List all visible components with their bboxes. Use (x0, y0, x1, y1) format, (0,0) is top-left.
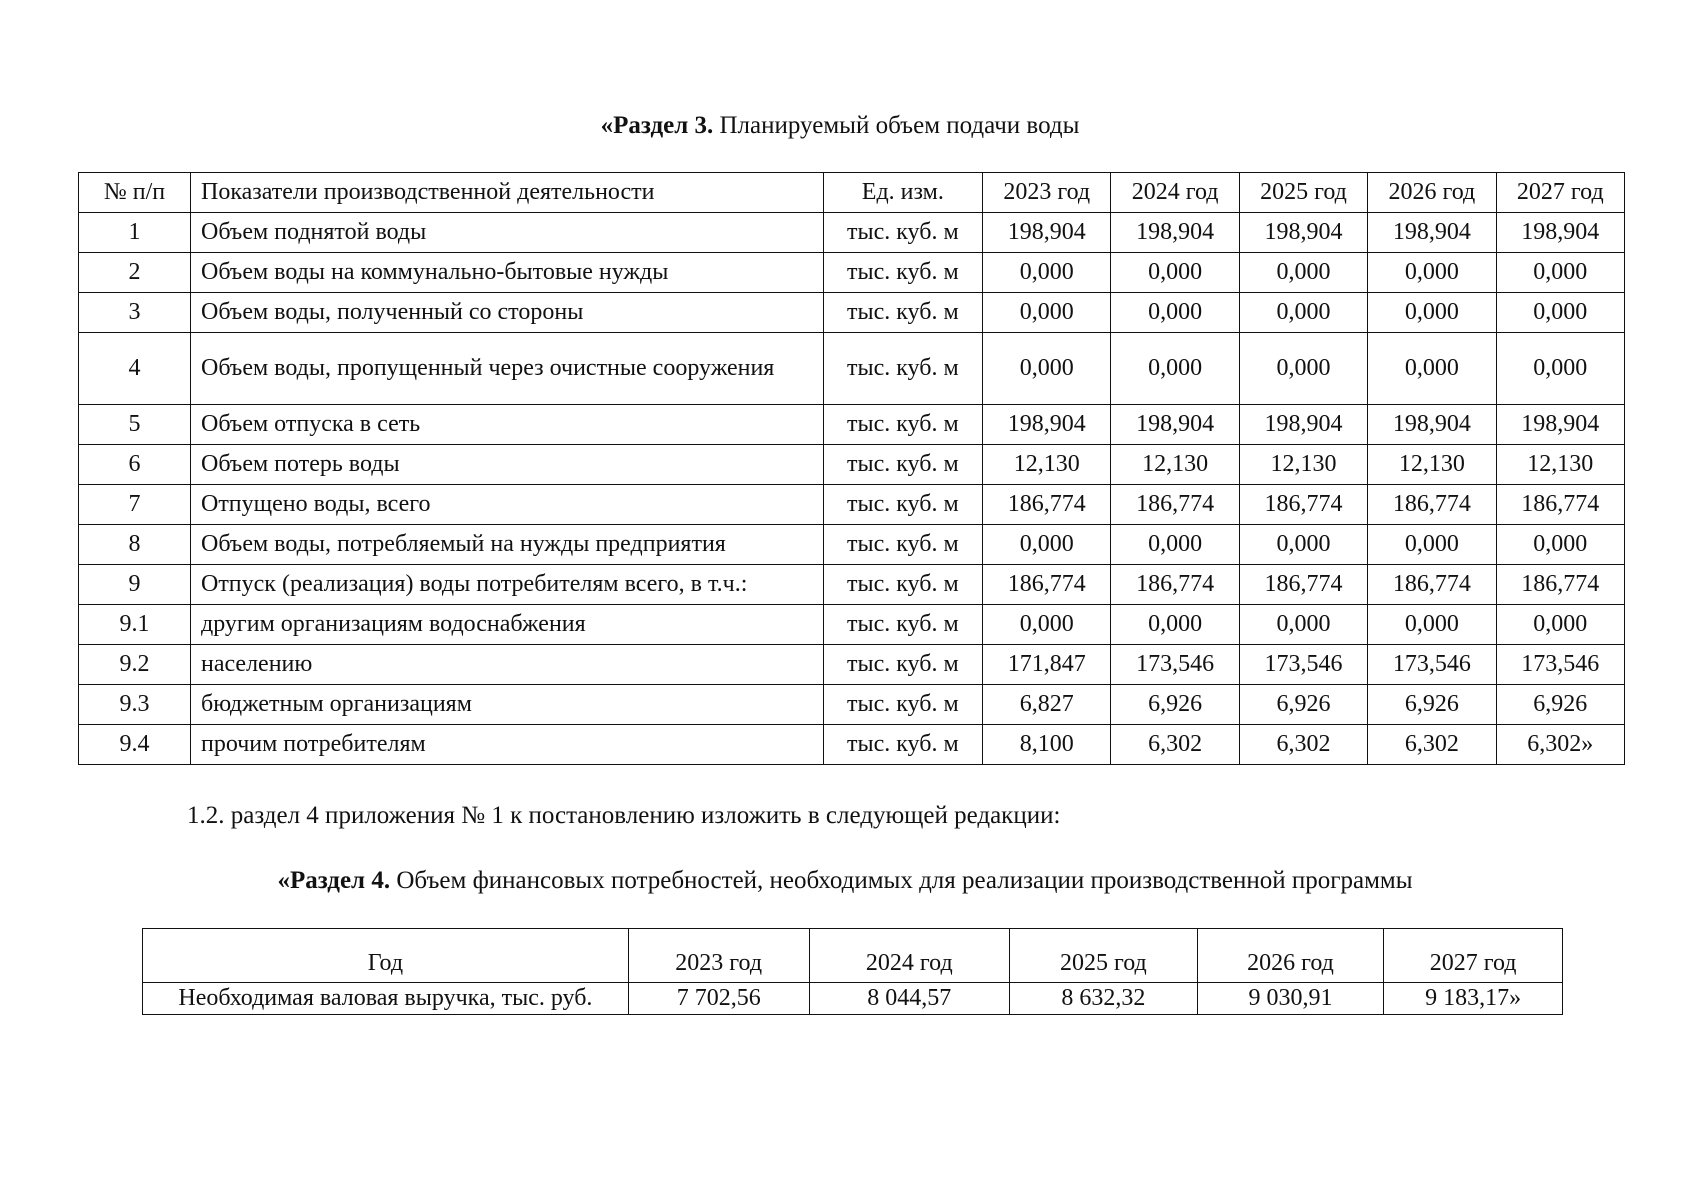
value-2027: 186,774 (1496, 565, 1624, 605)
row-indicator: Отпуск (реализация) воды потребителям всего, в т.ч.: (190, 565, 823, 605)
table-row (79, 525, 1625, 565)
row-unit: тыс. куб. м (823, 333, 983, 405)
value-2025: 198,904 (1239, 213, 1367, 253)
header-2026: 2026 год (1197, 929, 1384, 983)
table-row (79, 333, 1625, 405)
row-indicator: бюджетным организациям (190, 685, 823, 725)
value-2023: 8,100 (983, 725, 1111, 765)
row-unit: тыс. куб. м (823, 605, 983, 645)
row-indicator: прочим потребителям (190, 725, 823, 765)
row-unit: тыс. куб. м (823, 213, 983, 253)
value-2025: 8 632,32 (1010, 983, 1198, 1015)
header-2027: 2027 год (1496, 173, 1624, 213)
value-2026: 6,302 (1368, 725, 1496, 765)
row-indicator: Объем воды, потребляемый на нужды предприятия (190, 525, 823, 565)
value-2026: 9 030,91 (1197, 983, 1384, 1015)
row-number: 3 (79, 293, 191, 333)
header-2024: 2024 год (1111, 173, 1239, 213)
value-2027: 6,302» (1496, 725, 1624, 765)
row-number: 2 (79, 253, 191, 293)
header-2025: 2025 год (1239, 173, 1367, 213)
value-2025: 0,000 (1239, 605, 1367, 645)
row-number: 1 (79, 213, 191, 253)
table-row (79, 405, 1625, 445)
value-2023: 0,000 (983, 333, 1111, 405)
value-2023: 0,000 (983, 525, 1111, 565)
value-2024: 0,000 (1111, 253, 1239, 293)
value-2026: 0,000 (1368, 253, 1496, 293)
value-2027: 198,904 (1496, 405, 1624, 445)
row-number: 7 (79, 485, 191, 525)
table-row (79, 645, 1625, 685)
water-supply-table (78, 172, 1625, 765)
value-2027: 0,000 (1496, 525, 1624, 565)
row-number: 9.2 (79, 645, 191, 685)
row-indicator: Объем потерь воды (190, 445, 823, 485)
header-2024: 2024 год (809, 929, 1010, 983)
row-unit: тыс. куб. м (823, 485, 983, 525)
row-unit: тыс. куб. м (823, 405, 983, 445)
table-row (79, 605, 1625, 645)
row-unit: тыс. куб. м (823, 445, 983, 485)
row-number: 9 (79, 565, 191, 605)
table-row (143, 983, 1563, 1015)
row-number: 8 (79, 525, 191, 565)
value-2024: 186,774 (1111, 485, 1239, 525)
value-2027: 9 183,17» (1384, 983, 1563, 1015)
value-2026: 173,546 (1368, 645, 1496, 685)
value-2024: 6,302 (1111, 725, 1239, 765)
value-2023: 7 702,56 (628, 983, 809, 1015)
value-2027: 0,000 (1496, 333, 1624, 405)
header-unit: Ед. изм. (823, 173, 983, 213)
row-unit: тыс. куб. м (823, 253, 983, 293)
value-2023: 12,130 (983, 445, 1111, 485)
value-2023: 171,847 (983, 645, 1111, 685)
table-row (79, 485, 1625, 525)
value-2026: 198,904 (1368, 405, 1496, 445)
value-2026: 186,774 (1368, 565, 1496, 605)
table-header-row (143, 929, 1563, 983)
row-indicator: Объем отпуска в сеть (190, 405, 823, 445)
row-unit: тыс. куб. м (823, 685, 983, 725)
value-2027: 198,904 (1496, 213, 1624, 253)
water-supply-table-body (79, 213, 1625, 765)
value-2027: 0,000 (1496, 605, 1624, 645)
value-2024: 6,926 (1111, 685, 1239, 725)
header-2026: 2026 год (1368, 173, 1496, 213)
value-2027: 173,546 (1496, 645, 1624, 685)
row-number: 6 (79, 445, 191, 485)
row-number: 5 (79, 405, 191, 445)
row-unit: тыс. куб. м (823, 565, 983, 605)
value-2024: 0,000 (1111, 525, 1239, 565)
value-2023: 0,000 (983, 293, 1111, 333)
header-indicator: Показатели производственной деятельности (190, 173, 823, 213)
row-indicator: Отпущено воды, всего (190, 485, 823, 525)
row-indicator: населению (190, 645, 823, 685)
table-row (79, 445, 1625, 485)
value-2023: 186,774 (983, 485, 1111, 525)
row-unit: тыс. куб. м (823, 645, 983, 685)
header-year: Год (143, 929, 629, 983)
value-2024: 8 044,57 (809, 983, 1010, 1015)
row-unit: тыс. куб. м (823, 525, 983, 565)
table-row (79, 293, 1625, 333)
row-indicator: Объем воды на коммунально-бытовые нужды (190, 253, 823, 293)
value-2027: 186,774 (1496, 485, 1624, 525)
value-2024: 198,904 (1111, 213, 1239, 253)
value-2025: 173,546 (1239, 645, 1367, 685)
table-row (79, 565, 1625, 605)
value-2023: 198,904 (983, 405, 1111, 445)
value-2024: 0,000 (1111, 293, 1239, 333)
row-unit: тыс. куб. м (823, 293, 983, 333)
value-2025: 0,000 (1239, 333, 1367, 405)
value-2023: 198,904 (983, 213, 1111, 253)
row-label: Необходимая валовая выручка, тыс. руб. (143, 983, 629, 1015)
value-2027: 6,926 (1496, 685, 1624, 725)
header-2027: 2027 год (1384, 929, 1563, 983)
row-indicator: Объем воды, полученный со стороны (190, 293, 823, 333)
value-2026: 6,926 (1368, 685, 1496, 725)
value-2025: 6,926 (1239, 685, 1367, 725)
value-2027: 0,000 (1496, 253, 1624, 293)
table-header-row (79, 173, 1625, 213)
value-2024: 0,000 (1111, 605, 1239, 645)
table-row (79, 253, 1625, 293)
value-2026: 0,000 (1368, 525, 1496, 565)
row-indicator: другим организациям водоснабжения (190, 605, 823, 645)
financial-needs-table (142, 928, 1563, 1015)
row-number: 9.4 (79, 725, 191, 765)
value-2025: 0,000 (1239, 293, 1367, 333)
value-2023: 186,774 (983, 565, 1111, 605)
section4-title-text: Объем финансовых потребностей, необходимых для реализации производственной программы (390, 867, 1413, 894)
row-number: 4 (79, 333, 191, 405)
row-number: 9.3 (79, 685, 191, 725)
value-2025: 6,302 (1239, 725, 1367, 765)
value-2025: 12,130 (1239, 445, 1367, 485)
row-unit: тыс. куб. м (823, 725, 983, 765)
value-2025: 186,774 (1239, 565, 1367, 605)
value-2025: 198,904 (1239, 405, 1367, 445)
section3-title (0, 111, 1688, 141)
section3-title-text: Планируемый объем подачи воды (713, 112, 1080, 139)
header-2023: 2023 год (983, 173, 1111, 213)
value-2027: 12,130 (1496, 445, 1624, 485)
amendment-paragraph: 1.2. раздел 4 приложения № 1 к постановлению изложить в следующей редакции: (187, 802, 1061, 829)
value-2023: 0,000 (983, 605, 1111, 645)
value-2024: 198,904 (1111, 405, 1239, 445)
value-2026: 186,774 (1368, 485, 1496, 525)
table-row (79, 213, 1625, 253)
table-row (79, 685, 1625, 725)
row-number: 9.1 (79, 605, 191, 645)
section3-title-bold: «Раздел 3. (600, 112, 714, 139)
value-2023: 0,000 (983, 253, 1111, 293)
value-2023: 6,827 (983, 685, 1111, 725)
value-2026: 0,000 (1368, 293, 1496, 333)
value-2025: 0,000 (1239, 525, 1367, 565)
value-2025: 0,000 (1239, 253, 1367, 293)
value-2025: 186,774 (1239, 485, 1367, 525)
header-2023: 2023 год (628, 929, 809, 983)
row-indicator: Объем воды, пропущенный через очистные сооружения (190, 333, 823, 405)
row-indicator: Объем поднятой воды (190, 213, 823, 253)
value-2026: 0,000 (1368, 605, 1496, 645)
value-2024: 12,130 (1111, 445, 1239, 485)
value-2024: 186,774 (1111, 565, 1239, 605)
table-row (79, 725, 1625, 765)
value-2026: 12,130 (1368, 445, 1496, 485)
value-2027: 0,000 (1496, 293, 1624, 333)
section4-title-bold: «Раздел 4. (277, 867, 391, 894)
value-2024: 0,000 (1111, 333, 1239, 405)
section4-title (0, 866, 1693, 896)
header-number: № п/п (79, 173, 191, 213)
value-2026: 0,000 (1368, 333, 1496, 405)
value-2024: 173,546 (1111, 645, 1239, 685)
value-2026: 198,904 (1368, 213, 1496, 253)
header-2025: 2025 год (1010, 929, 1198, 983)
